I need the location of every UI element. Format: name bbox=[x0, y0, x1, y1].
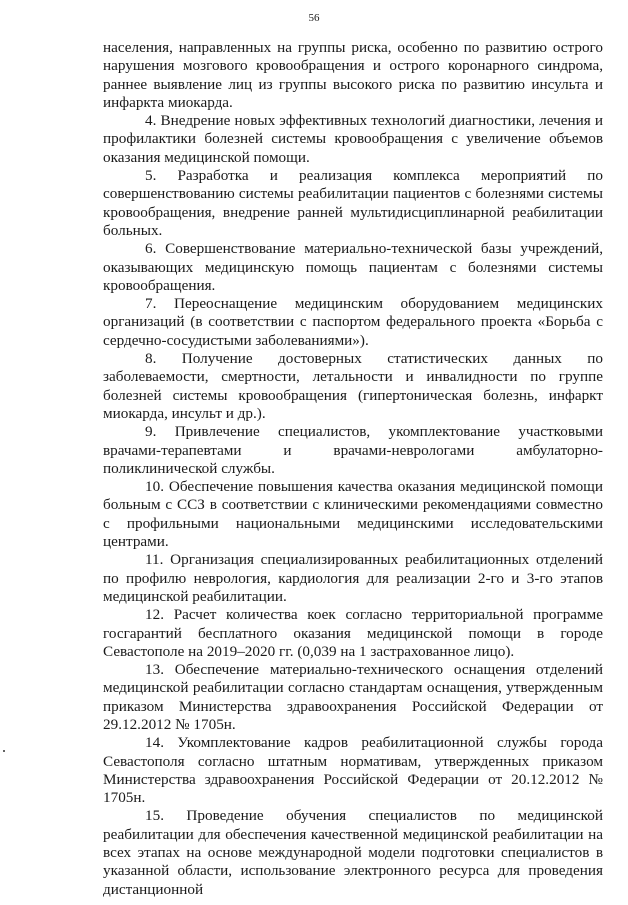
paragraph-item-9: 9. Привлечение специалистов, укомплектование участковыми врачами-терапевтами и врачами-неврологами амбулаторно-поликлинической службы. bbox=[103, 423, 603, 477]
paragraph-continuation: населения, направленных на группы риска, особенно по развитию острого нарушения мозгового кровообращения и острого коронарного синдрома, раннее выявление лиц из группы высокого риска по развитию инсульта и инфаркта миокарда. bbox=[103, 39, 603, 111]
paragraph-item-13: 13. Обеспечение материально-технического оснащения отделений медицинской реабилитации согласно стандартам оснащения, утвержденным приказом Министерства здравоохранения Российской Федерации от 29.12.2012 № 1705н. bbox=[103, 661, 603, 733]
document-body bbox=[103, 39, 603, 899]
paragraph-item-14: 14. Укомплектование кадров реабилитационной службы города Севастополя согласно штатным нормативам, утвержденных приказом Министерства здравоохранения Российской Федерации от 20.12.2012 № 1705н. bbox=[103, 734, 603, 807]
paragraph-item-11: 11. Организация специализированных реабилитационных отделений по профилю неврология, кардиология для реализации 2-го и 3-го этапов медицинской реабилитации. bbox=[103, 551, 603, 605]
page-number: 56 bbox=[308, 12, 320, 24]
paragraph-item-8: 8. Получение достоверных статистических данных по заболеваемости, смертности, летальности и инвалидности по группе болезней системы кровообращения (гипертоническая болезнь, инфаркт миокарда, инсульт и др.). bbox=[103, 350, 603, 422]
scan-speck bbox=[3, 750, 5, 752]
paragraph-item-12: 12. Расчет количества коек согласно территориальной программе госгарантий бесплатного оказания медицинской помощи в городе Севастополе на 2019–2020 гг. (0,039 на 1 застрахованное лицо). bbox=[103, 606, 603, 660]
paragraph-item-6: 6. Совершенствование материально-технической базы учреждений, оказывающих медицинскую помощь пациентам с болезнями системы кровообращения. bbox=[103, 240, 603, 294]
paragraph-item-15: 15. Проведение обучения специалистов по медицинской реабилитации для обеспечения качественной медицинской реабилитации на всех этапах на основе международной модели подготовки специалистов в указанной области, использование электронного ресурса для проведения дистанционной bbox=[103, 807, 603, 898]
paragraph-item-4: 4. Внедрение новых эффективных технологий диагностики, лечения и профилактики болезней системы кровообращения с увеличение объемов оказания медицинской помощи. bbox=[103, 112, 603, 166]
paragraph-item-7: 7. Переоснащение медицинским оборудованием медицинских организаций (в соответствии с паспортом федерального проекта «Борьба с сердечно-сосудистыми заболеваниями»). bbox=[103, 295, 603, 349]
paragraph-item-5: 5. Разработка и реализация комплекса мероприятий по совершенствованию системы реабилитации пациентов с болезнями системы кровообращения, внедрение ранней мультидисциплинарной реабилитации больных. bbox=[103, 167, 603, 239]
paragraph-item-10: 10. Обеспечение повышения качества оказания медицинской помощи больным с ССЗ в соответствии с клиническими рекомендациями совместно с профильными национальными медицинскими исследовательскими центрами. bbox=[103, 478, 603, 551]
